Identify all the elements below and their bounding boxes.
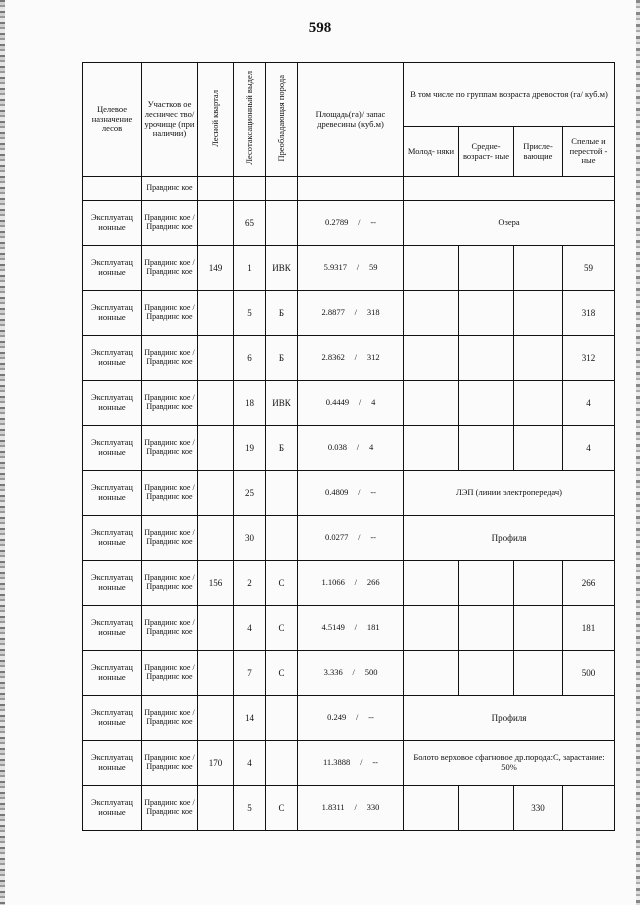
- cell-young: [404, 606, 459, 651]
- cell-species: С: [266, 561, 298, 606]
- stock-value: --: [372, 757, 378, 768]
- cell-plot: Правдинс кое / Правдинс кое: [142, 201, 198, 246]
- cell-plot: Правдинс кое / Правдинс кое: [142, 651, 198, 696]
- cell-plot: Правдинс кое / Правдинс кое: [142, 786, 198, 831]
- cell-area-stock: [298, 786, 404, 831]
- cell-quarter: [198, 516, 234, 561]
- table-row: [83, 786, 615, 831]
- cell-area-stock: [298, 561, 404, 606]
- header-purpose: Целевое назначение лесов: [83, 63, 142, 177]
- stock-value: 318: [366, 307, 380, 318]
- table-row: [83, 471, 615, 516]
- stock-value: 312: [366, 352, 380, 363]
- cell-young: [404, 246, 459, 291]
- slash-separator: /: [358, 217, 361, 228]
- cell-plot: Правдинс кое / Правдинс кое: [142, 426, 198, 471]
- cell-young: [404, 561, 459, 606]
- cell-quarter: [198, 291, 234, 336]
- header-plot: Участков ое лесничес тво/ урочище (при наличии): [142, 63, 198, 177]
- cell-species: [266, 516, 298, 561]
- header-mature: Спелые и перестой - ные: [563, 127, 615, 177]
- cell-young: [404, 786, 459, 831]
- cell-purpose: Эксплуатац ионные: [83, 471, 142, 516]
- cell-plot: Правдинс кое: [142, 177, 198, 201]
- stock-value: --: [370, 487, 377, 498]
- cell-plot: Правдинс кое / Правдинс кое: [142, 516, 198, 561]
- cell-area-stock: [298, 381, 404, 426]
- cell-purpose: Эксплуатац ионные: [83, 696, 142, 741]
- cell-quarter: [198, 336, 234, 381]
- cell-mature: 59: [563, 246, 615, 291]
- cell-purpose: Эксплуатац ионные: [83, 426, 142, 471]
- cell-quarter: [198, 381, 234, 426]
- stock-value: 266: [366, 577, 380, 588]
- cell-note: Профиля: [404, 696, 615, 741]
- area-value: 0.4449: [325, 397, 350, 408]
- slash-separator: /: [358, 487, 361, 498]
- area-value: 1.1066: [321, 577, 345, 588]
- cell-quarter: [198, 696, 234, 741]
- table-row: [83, 177, 615, 201]
- cell-species: ИВК: [266, 246, 298, 291]
- cell-purpose: [83, 177, 142, 201]
- cell-mature: [563, 786, 615, 831]
- table-row: [83, 426, 615, 471]
- cell-subcompartment: 4: [234, 606, 266, 651]
- table-row: [83, 381, 615, 426]
- cell-mature: 4: [563, 381, 615, 426]
- cell-subcompartment: 5: [234, 786, 266, 831]
- slash-separator: /: [356, 712, 359, 723]
- cell-maturing: [514, 246, 563, 291]
- cell-subcompartment: 18: [234, 381, 266, 426]
- area-value: 0.2789: [324, 217, 349, 228]
- header-area-stock: Площадь(га)/ запас древесины (куб.м): [298, 63, 404, 177]
- stock-value: --: [370, 532, 377, 543]
- cell-plot: Правдинс кое / Правдинс кое: [142, 561, 198, 606]
- cell-maturing: [514, 426, 563, 471]
- cell-quarter: [198, 426, 234, 471]
- stock-value: 500: [364, 667, 378, 678]
- cell-area-stock: [298, 741, 404, 786]
- header-species: [266, 63, 298, 177]
- stock-value: 181: [366, 622, 380, 633]
- cell-maturing: [514, 381, 563, 426]
- slash-separator: /: [358, 397, 362, 408]
- header-subcompartment: [234, 63, 266, 177]
- table-row: [83, 696, 615, 741]
- slash-separator: /: [356, 442, 360, 453]
- stock-value: 4: [368, 442, 374, 453]
- cell-mature: 500: [563, 651, 615, 696]
- cell-purpose: Эксплуатац ионные: [83, 291, 142, 336]
- cell-species: С: [266, 651, 298, 696]
- cell-subcompartment: 2: [234, 561, 266, 606]
- cell-area-stock: [298, 201, 404, 246]
- header-maturing: Присле- вающие: [514, 127, 563, 177]
- cell-quarter: [198, 786, 234, 831]
- table-row: [83, 561, 615, 606]
- stock-value: --: [368, 712, 374, 723]
- area-value: 1.8311: [321, 802, 345, 813]
- cell-quarter: [198, 606, 234, 651]
- header-young: Молод- няки: [404, 127, 459, 177]
- cell-subcompartment: 65: [234, 201, 266, 246]
- area-value: 5.9317: [323, 262, 347, 273]
- cell-area-stock: [298, 336, 404, 381]
- cell-middle: [459, 336, 514, 381]
- table-row: [83, 606, 615, 651]
- cell-mature: 266: [563, 561, 615, 606]
- cell-purpose: Эксплуатац ионные: [83, 741, 142, 786]
- cell-maturing: [514, 651, 563, 696]
- cell-subcompartment: 4: [234, 741, 266, 786]
- cell-purpose: Эксплуатац ионные: [83, 336, 142, 381]
- table-body: [83, 177, 615, 831]
- cell-purpose: Эксплуатац ионные: [83, 246, 142, 291]
- cell-subcompartment: 6: [234, 336, 266, 381]
- cell-subcompartment: 19: [234, 426, 266, 471]
- cell-plot: Правдинс кое / Правдинс кое: [142, 381, 198, 426]
- cell-plot: Правдинс кое / Правдинс кое: [142, 696, 198, 741]
- cell-purpose: Эксплуатац ионные: [83, 561, 142, 606]
- cell-species: [266, 471, 298, 516]
- cell-subcompartment: 5: [234, 291, 266, 336]
- area-value: 0.0277: [324, 532, 349, 543]
- stock-value: --: [370, 217, 377, 228]
- cell-area-stock: [298, 246, 404, 291]
- cell-quarter: [198, 651, 234, 696]
- cell-middle: [459, 786, 514, 831]
- cell-mature: 181: [563, 606, 615, 651]
- cell-area-stock: [298, 426, 404, 471]
- cell-plot: Правдинс кое / Правдинс кое: [142, 291, 198, 336]
- header-age-groups: В том числе по группам возраста древостоя (га/ куб.м): [404, 63, 615, 127]
- cell-quarter: [198, 471, 234, 516]
- cell-young: [404, 651, 459, 696]
- header-species-label: Преобладающая порода: [275, 74, 286, 162]
- cell-subcompartment: 7: [234, 651, 266, 696]
- cell-maturing: 330: [514, 786, 563, 831]
- cell-species: Б: [266, 336, 298, 381]
- cell-plot: Правдинс кое / Правдинс кое: [142, 471, 198, 516]
- cell-maturing: [514, 561, 563, 606]
- stock-value: 59: [368, 262, 378, 273]
- cell-age-groups: [404, 177, 615, 201]
- cell-middle: [459, 381, 514, 426]
- cell-middle: [459, 291, 514, 336]
- cell-plot: Правдинс кое / Правдинс кое: [142, 741, 198, 786]
- scan-edge-left: [0, 0, 5, 905]
- cell-subcompartment: 25: [234, 471, 266, 516]
- cell-species: С: [266, 786, 298, 831]
- header-quarter-label: Лесной квартал: [209, 89, 220, 147]
- area-value: 0.4809: [324, 487, 349, 498]
- table-row: [83, 291, 615, 336]
- slash-separator: /: [356, 262, 360, 273]
- cell-species: [266, 741, 298, 786]
- cell-subcompartment: 1: [234, 246, 266, 291]
- area-value: 3.336: [323, 667, 343, 678]
- area-value: 4.5149: [321, 622, 345, 633]
- cell-species: Б: [266, 291, 298, 336]
- cell-middle: [459, 651, 514, 696]
- cell-maturing: [514, 606, 563, 651]
- cell-mature: 4: [563, 426, 615, 471]
- forest-inventory-table: [82, 62, 615, 831]
- cell-subcompartment: 30: [234, 516, 266, 561]
- slash-separator: /: [354, 577, 357, 588]
- table-row: [83, 651, 615, 696]
- header-middle: Средне- возраст- ные: [459, 127, 514, 177]
- cell-purpose: Эксплуатац ионные: [83, 201, 142, 246]
- header-subcompartment-label: Лесотаксационный выдел: [243, 71, 254, 166]
- header-quarter: [198, 63, 234, 177]
- cell-purpose: Эксплуатац ионные: [83, 786, 142, 831]
- cell-subcompartment: 14: [234, 696, 266, 741]
- slash-separator: /: [354, 622, 357, 633]
- cell-purpose: Эксплуатац ионные: [83, 516, 142, 561]
- page-number: 598: [308, 20, 332, 36]
- table-row: [83, 336, 615, 381]
- slash-separator: /: [354, 352, 357, 363]
- cell-middle: [459, 561, 514, 606]
- cell-species: ИВК: [266, 381, 298, 426]
- cell-mature: 312: [563, 336, 615, 381]
- area-value: 2.8877: [321, 307, 345, 318]
- cell-mature: 318: [563, 291, 615, 336]
- table-row: [83, 246, 615, 291]
- stock-value: 330: [366, 802, 380, 813]
- cell-purpose: Эксплуатац ионные: [83, 381, 142, 426]
- cell-species: [266, 696, 298, 741]
- slash-separator: /: [358, 532, 361, 543]
- cell-middle: [459, 246, 514, 291]
- cell-note: Профиля: [404, 516, 615, 561]
- cell-species: [266, 201, 298, 246]
- cell-plot: Правдинс кое / Правдинс кое: [142, 246, 198, 291]
- cell-species: [266, 177, 298, 201]
- stock-value: 4: [371, 397, 376, 408]
- cell-plot: Правдинс кое / Правдинс кое: [142, 336, 198, 381]
- cell-young: [404, 426, 459, 471]
- slash-separator: /: [354, 307, 357, 318]
- cell-maturing: [514, 336, 563, 381]
- cell-area-stock: [298, 291, 404, 336]
- cell-young: [404, 381, 459, 426]
- cell-quarter: [198, 177, 234, 201]
- cell-area-stock: [298, 177, 404, 201]
- cell-note: ЛЭП (линии электропередач): [404, 471, 615, 516]
- cell-purpose: Эксплуатац ионные: [83, 606, 142, 651]
- cell-subcompartment: [234, 177, 266, 201]
- cell-young: [404, 336, 459, 381]
- cell-quarter: 156: [198, 561, 234, 606]
- cell-area-stock: [298, 651, 404, 696]
- scan-edge-right: [636, 0, 640, 905]
- cell-middle: [459, 606, 514, 651]
- cell-purpose: Эксплуатац ионные: [83, 651, 142, 696]
- area-value: 0.038: [327, 442, 347, 453]
- cell-area-stock: [298, 606, 404, 651]
- area-value: 11.3888: [323, 757, 351, 768]
- area-value: 0.249: [327, 712, 347, 723]
- table-row: [83, 741, 615, 786]
- table-row: [83, 516, 615, 561]
- slash-separator: /: [352, 667, 355, 678]
- cell-quarter: 149: [198, 246, 234, 291]
- cell-quarter: 170: [198, 741, 234, 786]
- cell-maturing: [514, 291, 563, 336]
- cell-note: Болото верховое сфагновое др.порода:С, зарастание: 50%: [404, 741, 615, 786]
- slash-separator: /: [354, 802, 357, 813]
- slash-separator: /: [360, 757, 363, 768]
- table-header: [83, 63, 615, 177]
- cell-middle: [459, 426, 514, 471]
- cell-area-stock: [298, 696, 404, 741]
- cell-young: [404, 291, 459, 336]
- cell-quarter: [198, 201, 234, 246]
- cell-species: Б: [266, 426, 298, 471]
- table-row: [83, 201, 615, 246]
- cell-area-stock: [298, 516, 404, 561]
- cell-note: Озера: [404, 201, 615, 246]
- cell-area-stock: [298, 471, 404, 516]
- cell-plot: Правдинс кое / Правдинс кое: [142, 606, 198, 651]
- cell-species: С: [266, 606, 298, 651]
- area-value: 2.8362: [321, 352, 345, 363]
